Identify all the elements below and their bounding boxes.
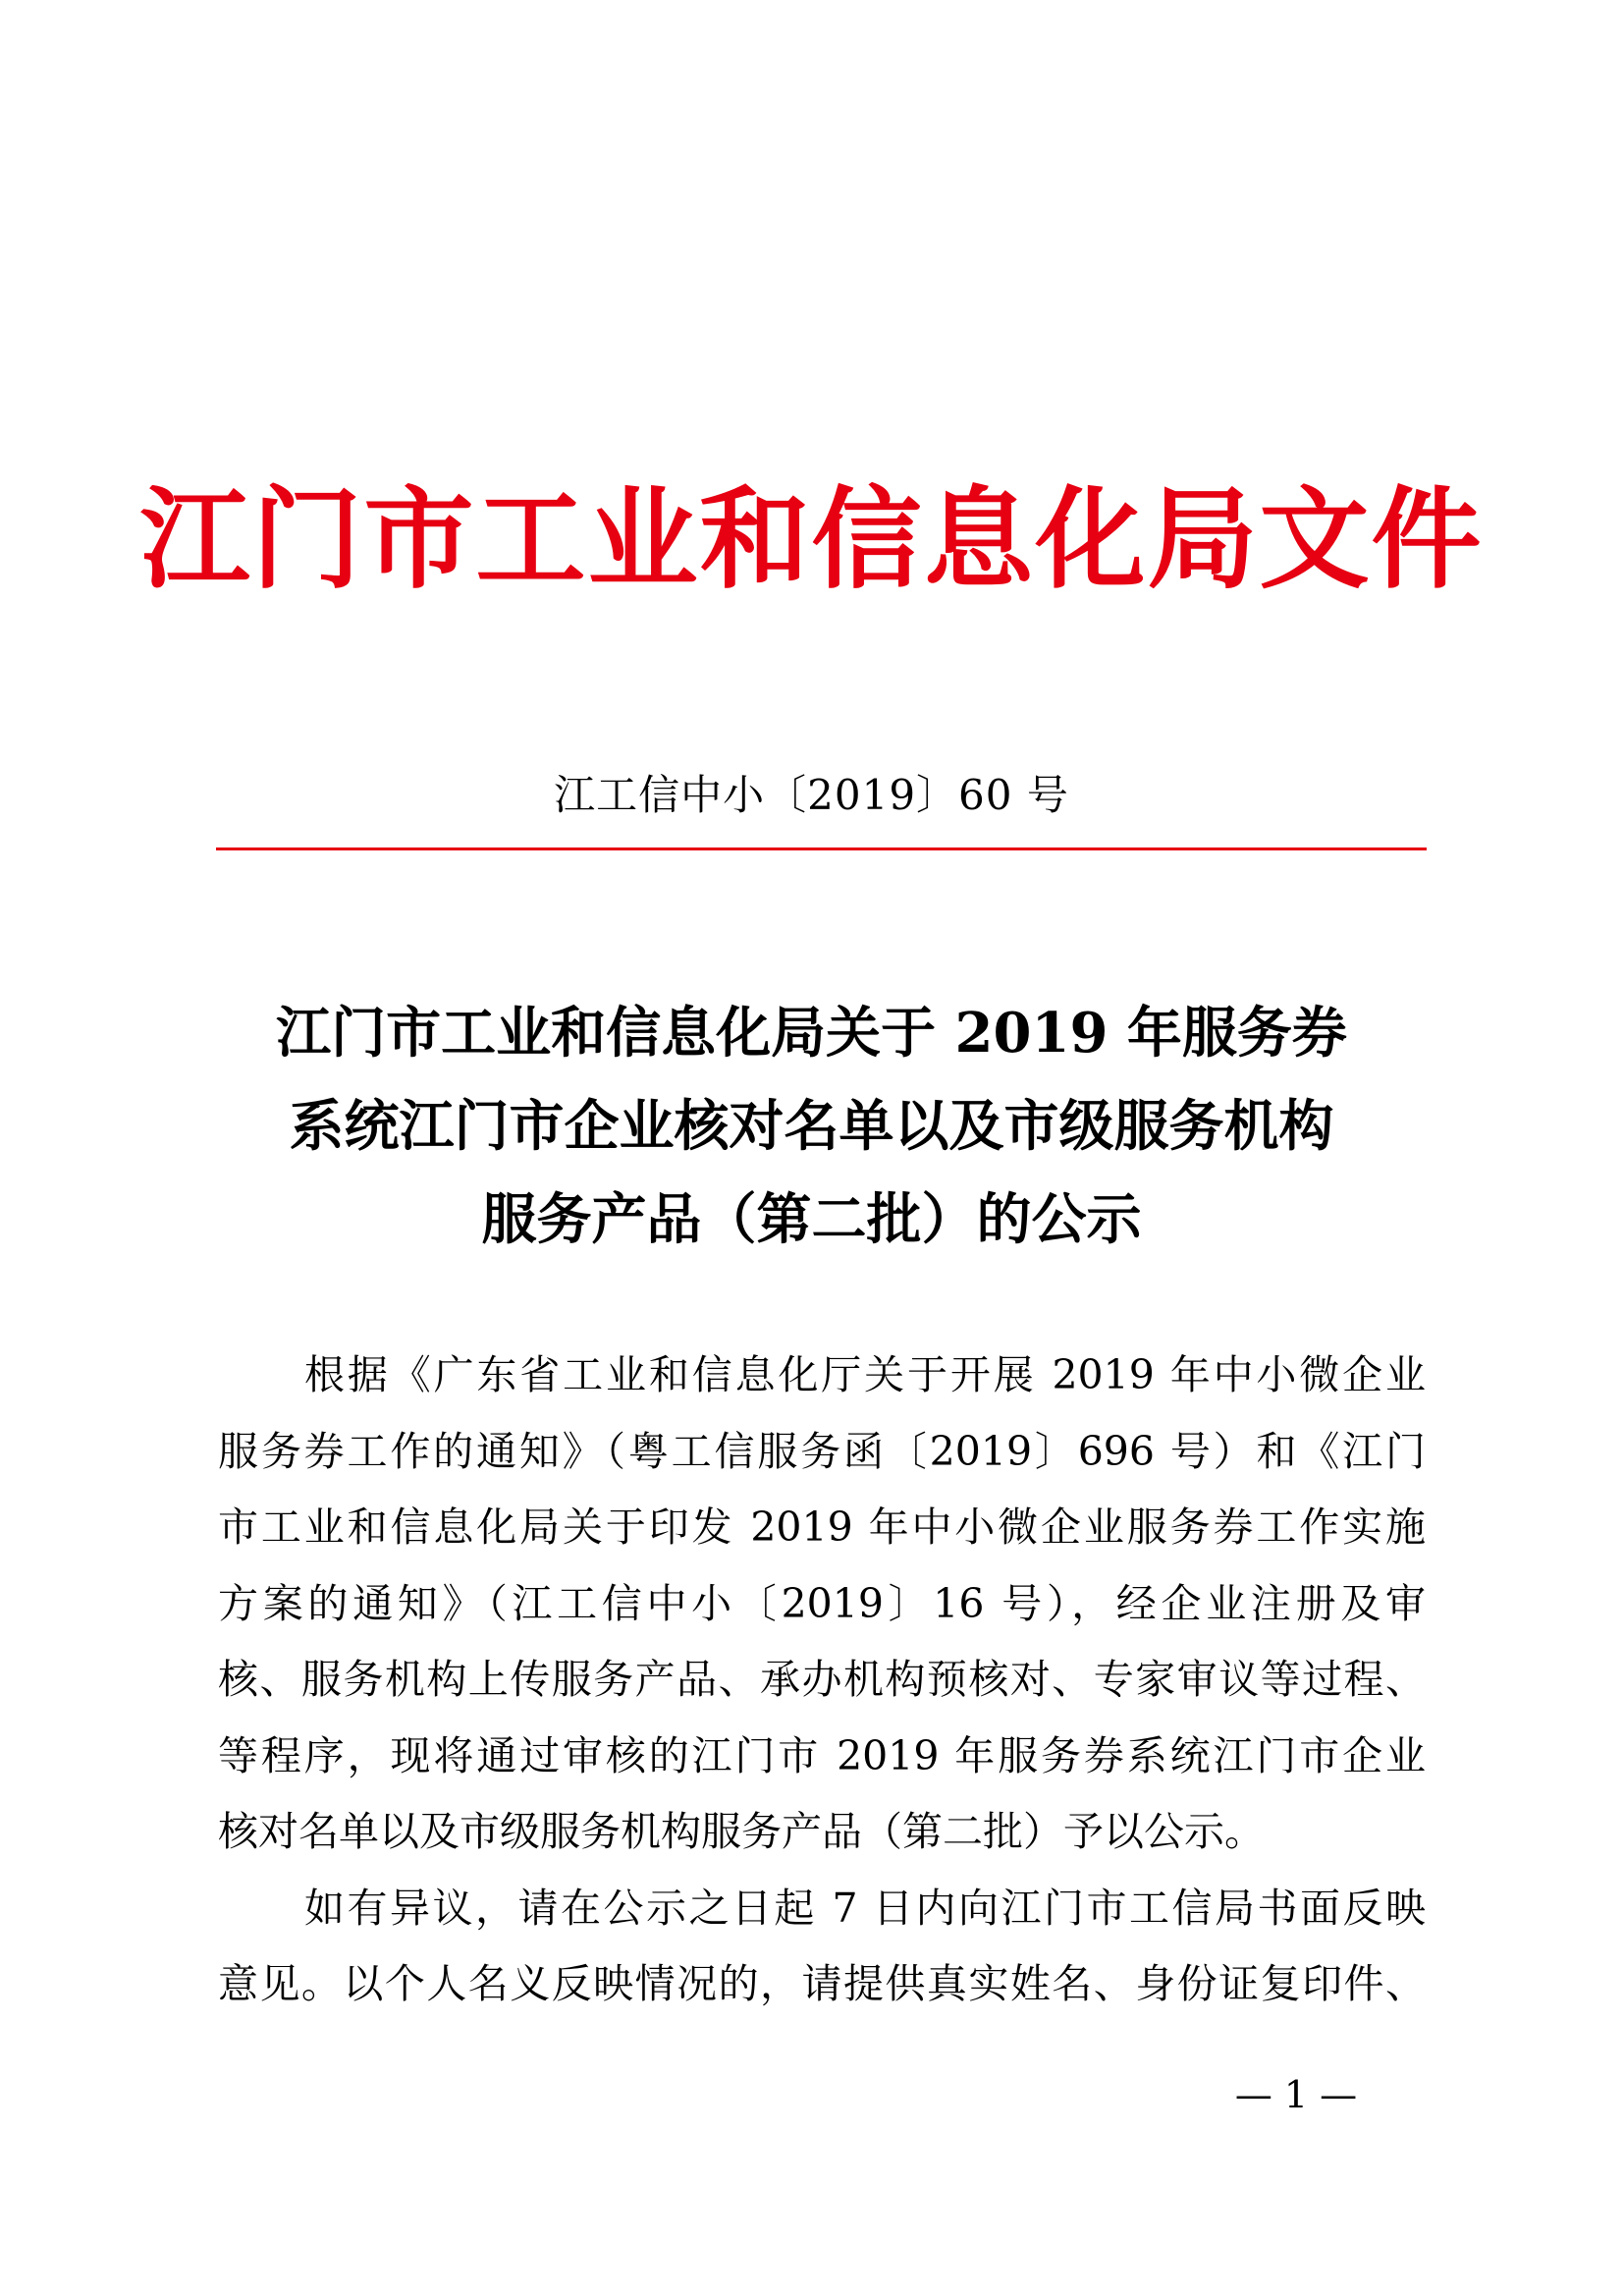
paragraph-2-line-2: 意见。以个人名义反映情况的，请提供真实姓名、身份证复印件、	[218, 1960, 1426, 2007]
paragraph-1-line-4: 方案的通知》（江工信中小〔2019〕16 号），经企业注册及审	[218, 1579, 1426, 1627]
main-title-line-1: 江门市工业和信息化局关于 2019 年服务券	[276, 1001, 1347, 1066]
red-divider-line	[216, 847, 1427, 850]
paragraph-2-line-1: 如有异议，请在公示之日起 7 日内向江门市工信局书面反映	[304, 1884, 1426, 1932]
main-title	[196, 987, 1427, 1267]
paragraph-1-line-6: 等程序，现将通过审核的江门市 2019 年服务券系统江门市企业	[218, 1731, 1426, 1779]
paragraph-2	[218, 1871, 1426, 2023]
body-text	[218, 1338, 1426, 2023]
page-number: — 1 —	[1234, 2073, 1358, 2116]
issuer-header-title: 江门市工业和信息化局文件	[139, 475, 1484, 604]
paragraph-1-line-5: 核、服务机构上传服务产品、承办机构预核对、专家审议等过程、	[218, 1656, 1426, 1703]
main-title-line-3: 服务产品（第二批）的公示	[481, 1187, 1142, 1252]
paragraph-1-line-2: 服务券工作的通知》（粤工信服务函〔2019〕696 号）和《江门	[218, 1427, 1426, 1475]
main-title-line-2: 系统江门市企业核对名单以及市级服务机构	[289, 1094, 1334, 1159]
paragraph-1	[218, 1338, 1426, 1871]
paragraph-1-line-3: 市工业和信息化局关于印发 2019 年中小微企业服务券工作实施	[218, 1503, 1426, 1551]
paragraph-1-line-7: 核对名单以及市级服务机构服务产品（第二批）予以公示。	[218, 1808, 1265, 1855]
paragraph-1-line-1: 根据《广东省工业和信息化厅关于开展 2019 年中小微企业	[304, 1351, 1426, 1398]
document-number: 江工信中小〔2019〕60 号	[554, 771, 1069, 819]
